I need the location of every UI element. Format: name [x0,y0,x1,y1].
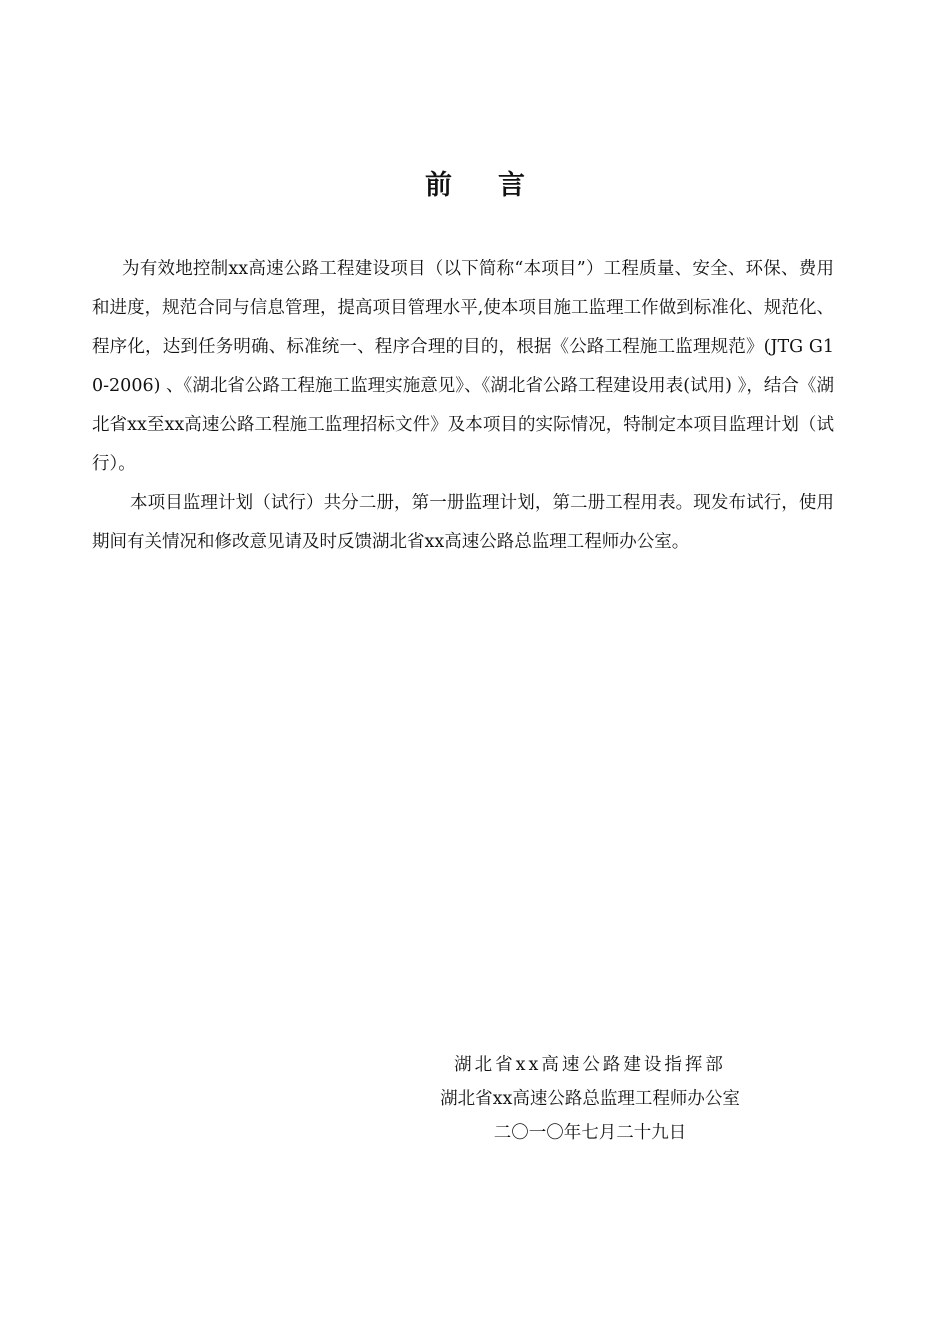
signature-block [410,1048,770,1150]
document-title: 前言 [425,170,571,201]
preface-paragraph-1: 为有效地控制xx高速公路工程建设项目（以下简称“本项目”）工程质量、安全、环保、费用和进度，规范合同与信息管理，提高项目管理水平,使本项目施工监理工作做到标准化、规范化、程序化，达到任务明确、标准统一、程序合理的目的，根据《公路工程施工监理规范》(JTG G10-2006) 、《湖北省公路工程施工监理实施意见》、《湖北省公路工程建设用表(试用) 》，结合《湖北省xx至xx高速公路工程施工监理招标文件》及本项目的实际情况，特制定本项目监理计划（试行）。 [92,259,834,474]
preface-body [92,250,834,562]
preface-paragraph-2: 本项目监理计划（试行）共分二册，第一册监理计划，第二册工程用表。现发布试行，使用期间有关情况和修改意见请及时反馈湖北省xx高速公路总监理工程师办公室。 [92,493,834,552]
signature-org-headquarters: 湖北省xx高速公路建设指挥部 [454,1055,726,1075]
signature-date: 二〇一〇年七月二十九日 [493,1123,687,1143]
signature-org-supervision-office: 湖北省xx高速公路总监理工程师办公室 [440,1089,740,1109]
